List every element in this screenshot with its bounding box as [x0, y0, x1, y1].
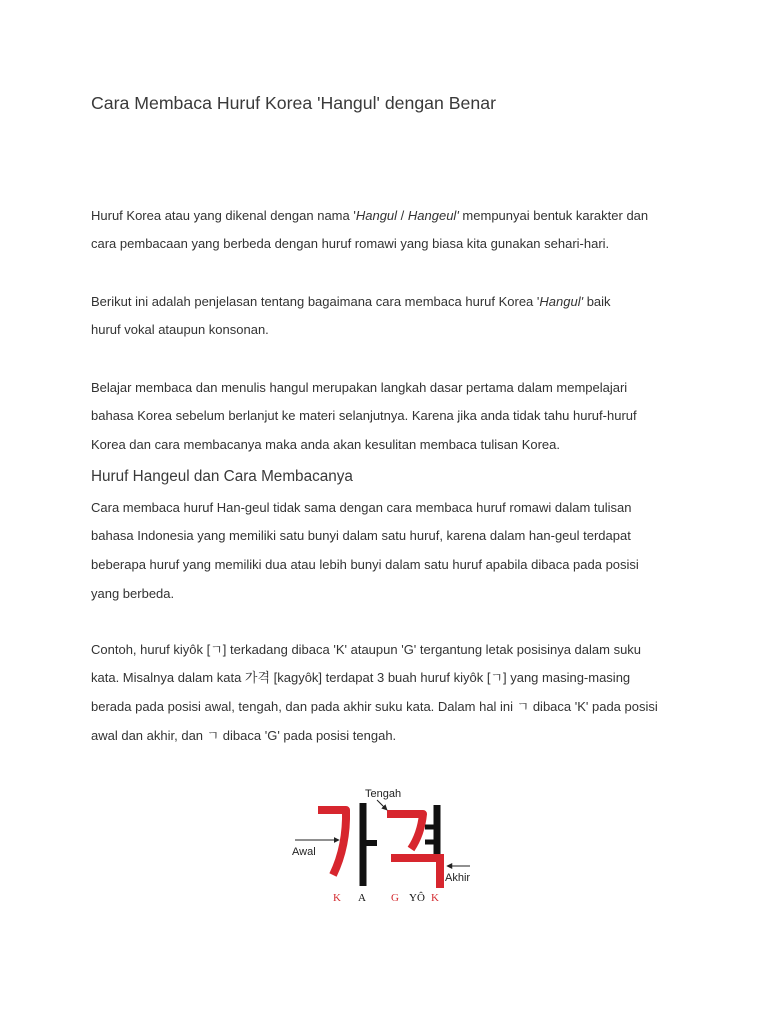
paragraph-line: yang berbeda.	[91, 585, 175, 601]
paragraph-line: Cara membaca huruf Han-geul tidak sama dengan cara membaca huruf romawi dalam tulisan	[91, 499, 632, 515]
section-heading: Huruf Hangeul dan Cara Membacanya	[91, 468, 353, 485]
paragraph-line: Contoh, huruf kiyôk [ㄱ] terkadang dibaca 'K' ataupun 'G' tergantung letak posisinya dalam suku	[91, 641, 642, 657]
document-title: Cara Membaca Huruf Korea 'Hangul' dengan Benar	[91, 93, 496, 113]
arrow-tengah	[377, 800, 387, 810]
romanization-letter: K	[333, 892, 341, 904]
label-tengah: Tengah	[365, 788, 402, 800]
label-akhir: Akhir	[445, 872, 471, 884]
kiyok-final-stroke	[391, 858, 440, 888]
text-span: /	[397, 207, 408, 223]
paragraph-line: beberapa huruf yang memiliki dua atau lebih bunyi dalam satu huruf apabila dibaca pada posisi	[91, 556, 639, 572]
paragraph-intro	[91, 202, 648, 259]
paragraph-line: cara pembacaan yang berbeda dengan huruf romawi yang biasa kita gunakan sehari-hari.	[91, 236, 610, 252]
label-awal: Awal	[292, 846, 316, 858]
paragraph-motivation	[91, 374, 637, 460]
kiyok-initial-stroke	[318, 810, 346, 875]
romanization-letter: K	[431, 892, 439, 904]
romanization-letter: A	[358, 892, 366, 904]
paragraph-section-1	[91, 494, 639, 609]
paragraph-line: bahasa Indonesia yang memiliki satu bunyi dalam satu huruf, karena dalam han-geul terdapat	[91, 528, 631, 544]
paragraph-line: kata. Misalnya dalam kata 가격 [kagyôk] terdapat 3 buah huruf kiyôk [ㄱ] yang masing-masing	[91, 670, 631, 686]
text-span: mempunyai bentuk karakter dan	[458, 207, 649, 223]
paragraph-line	[91, 202, 648, 231]
paragraph-line: huruf vokal ataupun konsonan.	[91, 322, 269, 338]
paragraph-explanation	[91, 288, 611, 345]
paragraph-line	[91, 288, 611, 317]
paragraph-line: Belajar membaca dan menulis hangul merupakan langkah dasar pertama dalam mempelajari	[91, 379, 628, 395]
hangul-kiyok-figure	[285, 782, 480, 904]
paragraph-line: awal dan akhir, dan ㄱ dibaca 'G' pada posisi tengah.	[91, 727, 397, 743]
italic-term: Hangul	[355, 207, 398, 223]
hangul-word-glyphs	[318, 803, 440, 888]
paragraph-line: bahasa Korea sebelum berlanjut ke materi selanjutnya. Karena jika anda tidak tahu huruf-huruf	[91, 408, 637, 424]
kiyok-medial-stroke	[387, 814, 423, 849]
paragraph-section-2	[91, 636, 658, 751]
text-span: Berikut ini adalah penjelasan tentang bagaimana cara membaca huruf Korea '	[91, 293, 540, 309]
paragraph-line: Korea dan cara membacanya maka anda akan kesulitan membaca tulisan Korea.	[91, 436, 560, 452]
text-span: Huruf Korea atau yang dikenal dengan nama '	[91, 207, 356, 223]
romanization-letter: YÔ	[409, 892, 425, 904]
text-span: baik	[583, 293, 611, 309]
italic-term: Hangul'	[539, 293, 584, 309]
paragraph-line: berada pada posisi awal, tengah, dan pada akhir suku kata. Dalam hal ini ㄱ dibaca 'K' pada posisi	[91, 698, 658, 714]
romanization-letter: G	[391, 892, 399, 904]
italic-term: Hangeul'	[407, 207, 459, 223]
